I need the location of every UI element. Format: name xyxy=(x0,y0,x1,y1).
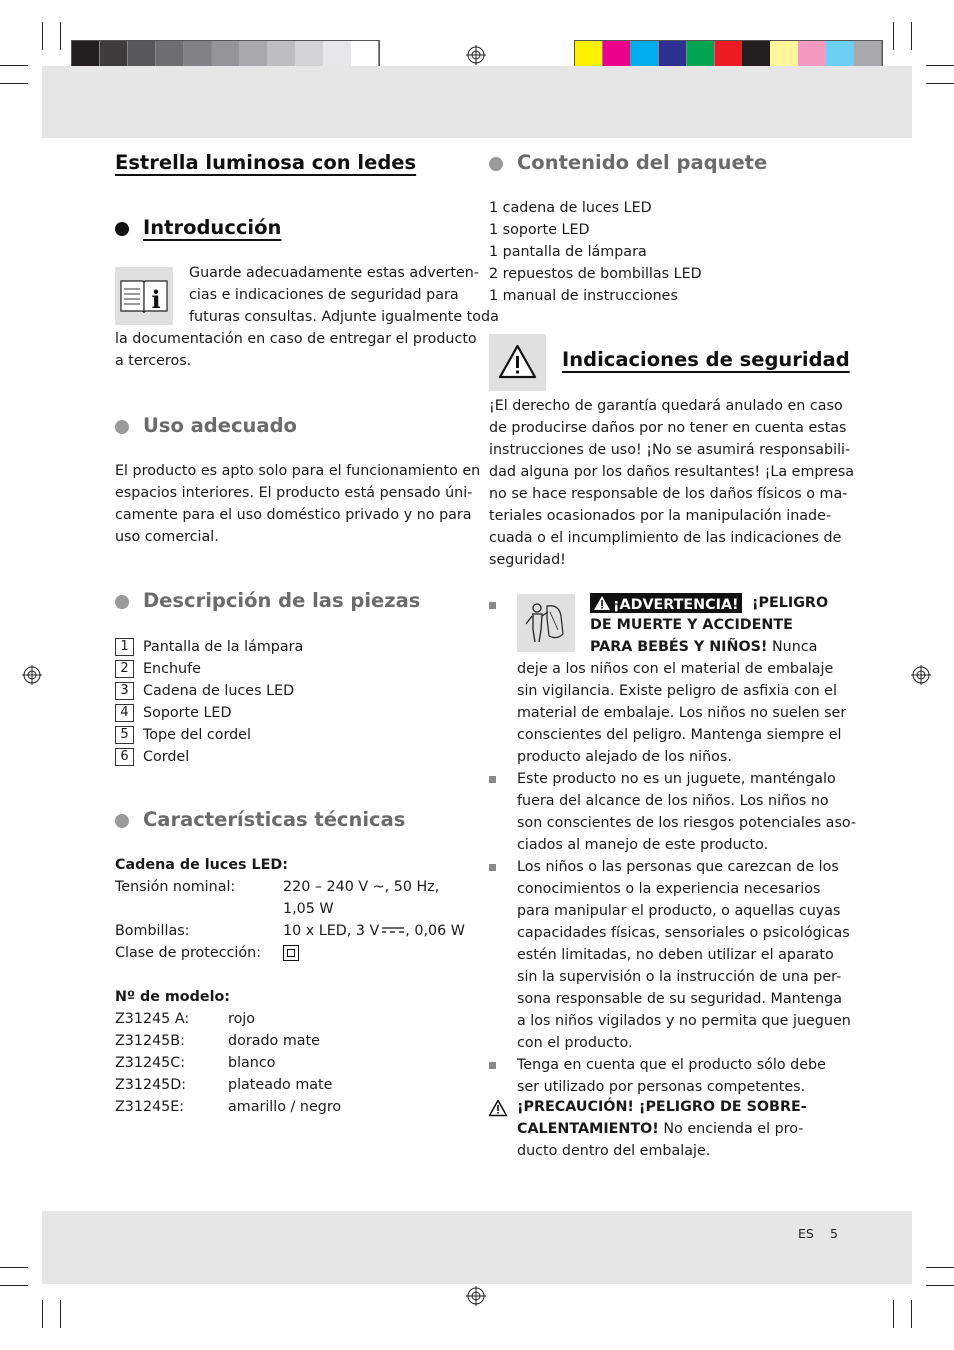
svg-text:i: i xyxy=(151,285,161,314)
safety-intro-line: no se hace responsable de los daños físicos o ma- xyxy=(489,486,848,502)
caution-line xyxy=(517,1119,803,1141)
crop-mark xyxy=(0,1285,28,1286)
model-code: Z31245E: xyxy=(115,1099,185,1115)
warning-text-line: producto alejado de los niños. xyxy=(517,749,732,765)
parts-heading: Descripción de las piezas xyxy=(143,589,421,612)
warning-line: ¡PELIGRO xyxy=(752,595,829,611)
spec-value-part: , 0,06 W xyxy=(405,923,465,939)
crop-mark xyxy=(926,65,954,66)
spec-value: 220 – 240 V ~, 50 Hz, xyxy=(283,879,440,895)
warning-triangle-icon xyxy=(489,334,546,391)
spec-label: Tensión nominal: xyxy=(115,879,236,895)
caution-triangle-icon xyxy=(488,1099,508,1117)
parts-list xyxy=(115,637,455,769)
model-color: amarillo / negro xyxy=(228,1099,342,1115)
safety-intro-line: ¡El derecho de garantía quedará anulado en caso xyxy=(489,398,843,414)
crop-mark xyxy=(911,22,912,50)
bullet-line: son conscientes de los riesgos potenciales aso- xyxy=(517,815,857,831)
spec-label: Bombillas: xyxy=(115,923,190,939)
bullet-line: a los niños vigilados y no permita que jueguen xyxy=(517,1013,851,1029)
color-swatch xyxy=(603,41,631,69)
model-code: Z31245C: xyxy=(115,1055,186,1071)
spec-label: Clase de protección: xyxy=(115,945,262,961)
color-swatch xyxy=(156,41,184,69)
warning-text-line: material de embalaje. Los niños no suelen ser xyxy=(517,705,847,721)
list-bullet xyxy=(489,864,496,871)
part-label: Pantalla de la lámpara xyxy=(143,639,304,655)
use-heading: Uso adecuado xyxy=(143,414,297,437)
warning-line-normal: Nunca xyxy=(767,639,818,655)
part-label: Cadena de luces LED xyxy=(143,683,295,699)
section-bullet xyxy=(115,222,129,236)
footer-band xyxy=(42,1211,912,1284)
color-swatch xyxy=(798,41,826,69)
color-swatch xyxy=(575,41,603,69)
warning-line: DE MUERTE Y ACCIDENTE xyxy=(590,617,793,633)
crop-mark xyxy=(926,83,954,84)
color-swatch xyxy=(351,41,379,69)
color-swatch xyxy=(323,41,351,69)
bullet-line: fuera del alcance de los niños. Los niños no xyxy=(517,793,829,809)
caution-line: ¡PRECAUCIÓN! ¡PELIGRO DE SOBRE- xyxy=(517,1099,807,1115)
dc-symbol-icon xyxy=(381,921,405,931)
color-swatch xyxy=(184,41,212,69)
model-color: dorado mate xyxy=(228,1033,320,1049)
registration-mark-icon xyxy=(911,665,931,685)
color-swatch xyxy=(295,41,323,69)
warning-text-line: conscientes del peligro. Mantenga siempre el xyxy=(517,727,842,743)
list-bullet xyxy=(489,776,496,783)
part-label: Cordel xyxy=(143,749,190,765)
warning-line-bold: PARA BEBÉS Y NIÑOS! xyxy=(590,639,768,655)
color-swatch xyxy=(826,41,854,69)
part-label: Soporte LED xyxy=(143,705,232,721)
contents-item: 2 repuestos de bombillas LED xyxy=(489,266,702,282)
crop-mark xyxy=(893,22,894,50)
registration-mark-icon xyxy=(466,45,486,65)
registration-mark-icon xyxy=(22,665,42,685)
page-title: Estrella luminosa con ledes xyxy=(115,151,417,174)
contents-item: 1 cadena de luces LED xyxy=(489,200,652,216)
safety-intro-line: de producirse daños por no tener en cuenta estas xyxy=(489,420,847,436)
color-swatch xyxy=(267,41,295,69)
warning-text-line: deje a los niños con el material de embalaje xyxy=(517,661,834,677)
warning-line xyxy=(590,637,817,659)
model-code: Z31245 A: xyxy=(115,1011,190,1027)
safety-intro-line: instrucciones de uso! ¡No se asumirá responsabili- xyxy=(489,442,851,458)
footer-language: ES xyxy=(798,1226,814,1241)
color-swatch xyxy=(212,41,240,69)
part-number: 6 xyxy=(115,748,134,766)
part-number: 3 xyxy=(115,682,134,700)
model-code: Z31245D: xyxy=(115,1077,187,1093)
use-line: camente para el uso doméstico privado y no para xyxy=(115,507,472,523)
bullet-line: conocimientos o la experiencia necesarios xyxy=(517,881,821,897)
contents-heading: Contenido del paquete xyxy=(517,151,768,174)
model-color: blanco xyxy=(228,1055,276,1071)
use-line: espacios interiores. El producto está pensado úni- xyxy=(115,485,473,501)
crop-mark xyxy=(60,22,61,50)
spec-value-part: 10 x LED, 3 V xyxy=(283,923,380,939)
color-swatch xyxy=(715,41,743,69)
safety-intro-line: dad alguna por los daños resultantes! ¡La empresa xyxy=(489,464,855,480)
section-bullet xyxy=(115,595,129,609)
safety-intro-line: seguridad! xyxy=(489,552,566,568)
part-label: Tope del cordel xyxy=(143,727,251,743)
intro-line: la documentación en caso de entregar el producto xyxy=(115,331,477,347)
color-swatch xyxy=(239,41,267,69)
crop-mark xyxy=(893,1300,894,1328)
caution-normal: No encienda el pro- xyxy=(658,1121,804,1137)
part-number: 4 xyxy=(115,704,134,722)
section-bullet xyxy=(489,157,503,171)
bullet-line: ser utilizado por personas competentes. xyxy=(517,1079,806,1095)
color-swatch xyxy=(72,41,100,69)
caution-line: ducto dentro del embalaje. xyxy=(517,1143,711,1159)
part-label: Enchufe xyxy=(143,661,201,677)
contents-item: 1 soporte LED xyxy=(489,222,590,238)
color-swatch xyxy=(854,41,882,69)
bullet-line: sona responsable de su seguridad. Mantenga xyxy=(517,991,843,1007)
warning-triangle-icon xyxy=(593,595,613,611)
intro-heading: Introducción xyxy=(143,216,282,239)
bullet-line: Tenga en cuenta que el producto sólo debe xyxy=(517,1057,826,1073)
model-title: Nº de modelo: xyxy=(115,989,231,1005)
model-code: Z31245B: xyxy=(115,1033,185,1049)
contents-item: 1 pantalla de lámpara xyxy=(489,244,647,260)
contents-item: 1 manual de instrucciones xyxy=(489,288,678,304)
crop-mark xyxy=(0,83,28,84)
part-number: 5 xyxy=(115,726,134,744)
bullet-line: ciados al manejo de este producto. xyxy=(517,837,769,853)
color-swatch xyxy=(659,41,687,69)
bullet-line: para manipular el producto, o aquellas cuyas xyxy=(517,903,841,919)
part-number: 2 xyxy=(115,660,134,678)
color-swatch xyxy=(100,41,128,69)
bullet-line: sin la supervisión o la instrucción de una per- xyxy=(517,969,842,985)
safety-heading: Indicaciones de seguridad xyxy=(562,348,850,371)
bullet-line: Este producto no es un juguete, manténgalo xyxy=(517,771,836,787)
crop-mark xyxy=(926,1285,954,1286)
safety-intro-line: cuada o el incumplimiento de las indicaciones de xyxy=(489,530,842,546)
specs-heading: Características técnicas xyxy=(143,808,406,831)
bullet-line: capacidades físicas, sensoriales o psicológicas xyxy=(517,925,850,941)
list-bullet xyxy=(489,1062,496,1069)
model-color: rojo xyxy=(228,1011,256,1027)
crop-mark xyxy=(60,1300,61,1328)
intro-line: cias e indicaciones de seguridad para xyxy=(189,287,459,303)
color-swatch xyxy=(687,41,715,69)
safety-intro-line: teriales ocasionados por la manipulación inade- xyxy=(489,508,832,524)
list-bullet xyxy=(489,602,496,609)
protection-class-icon xyxy=(283,945,299,961)
crop-mark xyxy=(926,1267,954,1268)
color-swatch xyxy=(770,41,798,69)
intro-line: a terceros. xyxy=(115,353,192,369)
registration-mark-icon xyxy=(466,1286,486,1306)
warning-badge xyxy=(590,593,742,613)
warning-text-line: sin vigilancia. Existe peligro de asfixia con el xyxy=(517,683,837,699)
bullet-line: con el producto. xyxy=(517,1035,633,1051)
caution-bold: CALENTAMIENTO! xyxy=(517,1121,659,1137)
use-line: uso comercial. xyxy=(115,529,219,545)
bullet-line: Los niños o las personas que carezcan de los xyxy=(517,859,839,875)
spec-value: 1,05 W xyxy=(283,901,334,917)
crop-mark xyxy=(42,1300,43,1328)
crop-mark xyxy=(0,65,28,66)
crop-mark xyxy=(911,1300,912,1328)
section-bullet xyxy=(115,420,129,434)
child-packaging-icon xyxy=(517,594,575,652)
intro-line: futuras consultas. Adjunte igualmente toda xyxy=(189,309,499,325)
crop-mark xyxy=(42,22,43,50)
bullet-line: estén limitadas, no deben utilizar el aparato xyxy=(517,947,834,963)
color-swatch xyxy=(631,41,659,69)
part-number: 1 xyxy=(115,638,134,656)
use-line: El producto es apto solo para el funcionamiento en xyxy=(115,463,481,479)
color-swatch xyxy=(128,41,156,69)
crop-mark xyxy=(0,1267,28,1268)
model-color: plateado mate xyxy=(228,1077,333,1093)
intro-line: Guarde adecuadamente estas adverten- xyxy=(189,265,480,281)
info-book-icon xyxy=(115,267,173,325)
color-swatch xyxy=(742,41,770,69)
section-bullet xyxy=(115,814,129,828)
spec-value xyxy=(283,921,465,943)
warning-badge-text: ¡ADVERTENCIA! xyxy=(613,597,739,613)
header-band xyxy=(42,66,912,138)
footer-page-number: 5 xyxy=(830,1226,838,1241)
specs-chain-title: Cadena de luces LED: xyxy=(115,857,288,873)
